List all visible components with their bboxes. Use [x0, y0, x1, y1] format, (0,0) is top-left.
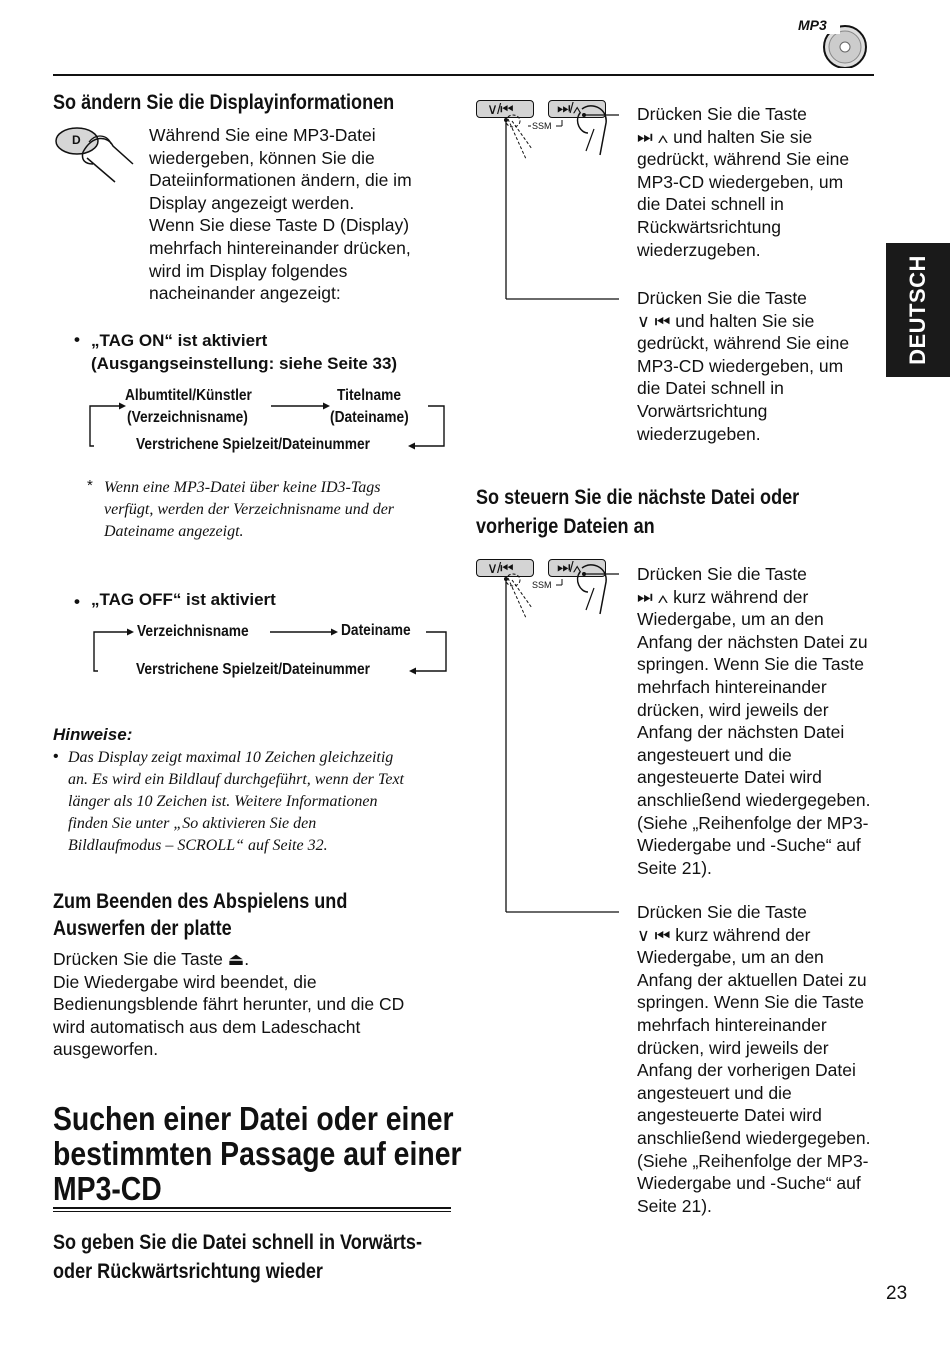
text-line: Wiedergabe, um an den: [637, 609, 824, 630]
subheading-fast-search: [53, 1228, 422, 1286]
text-line: Dateiinformationen ändern, die im: [149, 170, 412, 191]
text-line: Wenn eine MP3-Datei über keine ID3-Tags: [104, 479, 381, 496]
tag-on-heading: [91, 329, 397, 375]
text-line: finden Sie unter „So aktivieren Sie den: [68, 815, 317, 832]
finger-press-icon: [476, 558, 626, 918]
heading-rule: [53, 1211, 451, 1212]
flow-label-folder: Verzeichnisname: [137, 623, 249, 640]
text-line: ∨ ⏮ kurz während der: [637, 924, 811, 945]
flow-label-time: Verstrichene Spielzeit/Dateinummer: [136, 436, 371, 453]
title-line: So steuern Sie die nächste Datei oder: [476, 486, 800, 509]
text-line: angesteuert und die: [637, 744, 792, 765]
tag-on-line: „TAG ON“ ist aktiviert: [91, 331, 268, 350]
text-line: Drücken Sie die Taste: [637, 902, 807, 922]
section-title-eject: [53, 888, 347, 942]
tag-on-setting-line: (Ausgangseinstellung: siehe Seite 33): [91, 354, 398, 373]
fast-search-buttons-diagram: [476, 99, 626, 304]
text-line: Drücken Sie die Taste ⏏.: [53, 949, 250, 969]
text-line: Seite 21).: [637, 857, 712, 878]
section-title-skip: [476, 483, 799, 541]
text-line: Anfang der nächsten Datei zu: [637, 631, 868, 652]
text-line: MP3-CD wiedergeben, um: [637, 355, 844, 376]
flow-label-time: Verstrichene Spielzeit/Dateinummer: [136, 661, 371, 678]
text-line: Dateiname angezeigt.: [104, 523, 244, 540]
ssm-label: SSM: [532, 121, 552, 131]
notes-title: Hinweise:: [53, 725, 133, 744]
flow-label-filename: (Dateiname): [330, 409, 409, 426]
text-line: ∨ ⏮ und halten Sie sie: [637, 310, 815, 331]
text-line: ⏭ ∧ und halten Sie sie: [637, 126, 813, 147]
text-line: Wiedergabe und -Suche“ auf: [637, 835, 861, 856]
text-line: ausgeworfen.: [53, 1039, 159, 1060]
text-line: Wenn Sie diese Taste D (Display): [149, 215, 410, 236]
text-line: springen. Wenn Sie die Taste: [637, 992, 864, 1013]
language-tab-label: DEUTSCH: [905, 255, 930, 365]
notes-text: [68, 747, 404, 857]
text-line: Bildlaufmodus – SCROLL“ auf Seite 32.: [68, 837, 328, 854]
text-line: wiedergeben, können Sie die: [149, 147, 375, 168]
heading-line: MP3-CD: [53, 1170, 162, 1207]
footnote-mark: *: [87, 477, 93, 494]
text-line: drücken, wird jeweils der: [637, 1037, 829, 1058]
main-heading-search: [53, 1101, 462, 1206]
title-line: Zum Beenden des Abspielens und: [53, 890, 348, 913]
text-line: Anfang der aktuellen Datei zu: [637, 969, 867, 990]
flow-label-filename: Dateiname: [341, 622, 411, 639]
title-line: oder Rückwärtsrichtung wieder: [53, 1260, 323, 1283]
text-line: mehrfach hintereinander drücken,: [149, 237, 411, 258]
text-line: Rückwärtsrichtung: [637, 216, 781, 237]
bullet-dot: •: [53, 748, 59, 765]
mp3-logo-text: MP3: [798, 17, 827, 33]
text-line: anschließend wiedergegeben.: [637, 789, 871, 810]
text-line: wird automatisch aus dem Ladeschacht: [53, 1016, 361, 1037]
text-line: wiederzugeben.: [637, 423, 761, 444]
prev-button-label: ∨/⏮: [487, 560, 513, 577]
text-line: anschließend wiedergegeben.: [637, 1127, 871, 1148]
text-line: Wiedergabe und -Suche“ auf: [637, 1173, 861, 1194]
header-rule: [53, 74, 874, 76]
skip-prev-instructions: [637, 901, 871, 1217]
title-line: So geben Sie die Datei schnell in Vorwärts-: [53, 1231, 422, 1254]
text-line: Drücken Sie die Taste: [637, 104, 807, 124]
bullet-dot: •: [74, 330, 80, 349]
heading-rule: [53, 1207, 451, 1209]
text-line: länger als 10 Zeichen ist. Weitere Informationen: [68, 793, 378, 810]
text-line: nacheinander angezeigt:: [149, 283, 341, 304]
text-line: drücken, wird jeweils der: [637, 699, 829, 720]
text-line: (Siehe „Reihenfolge der MP3-: [637, 812, 869, 833]
text-line: die Datei schnell in: [637, 194, 784, 215]
text-line: angesteuerte Datei wird: [637, 1105, 822, 1126]
text-line: Anfang der vorherigen Datei: [637, 1060, 856, 1081]
ssm-label: SSM: [532, 580, 552, 590]
fast-backward-instructions: [637, 287, 849, 445]
flow-label-album: Albumtitel/Künstler: [125, 387, 252, 404]
flow-label-title: Titelname: [337, 387, 401, 404]
display-button-illustration: [53, 124, 138, 186]
display-button-label: D: [72, 133, 81, 147]
text-line: Vorwärtsrichtung: [637, 400, 768, 421]
title-line: Auswerfen der platte: [53, 917, 232, 940]
tag-off-heading: „TAG OFF“ ist aktiviert: [91, 590, 276, 609]
next-button-label: ⏭/∧: [557, 559, 581, 576]
prev-button-label: ∨/⏮: [487, 101, 513, 118]
text-line: (Siehe „Reihenfolge der MP3-: [637, 1150, 869, 1171]
text-line: angesteuert und die: [637, 1082, 792, 1103]
text-line: die Datei schnell in: [637, 378, 784, 399]
finger-press-icon: [53, 124, 138, 186]
text-line: ⏭ ∧ kurz während der: [637, 586, 809, 607]
text-line: Display angezeigt werden.: [149, 192, 355, 213]
heading-line: bestimmten Passage auf einer: [53, 1135, 462, 1172]
text-line: mehrfach hintereinander: [637, 1014, 827, 1035]
bullet-dot: •: [74, 592, 80, 611]
text-line: Wiedergabe, um an den: [637, 947, 824, 968]
footnote-text: [104, 477, 394, 543]
text-line: Anfang der nächsten Datei: [637, 722, 845, 743]
next-button-label: ⏭/∧: [557, 100, 581, 117]
text-line: wird im Display folgendes: [149, 260, 348, 281]
text-line: Während Sie eine MP3-Datei: [149, 125, 376, 145]
finger-press-icon: [476, 99, 626, 304]
text-line: gedrückt, während Sie eine: [637, 149, 850, 170]
text-line: Bedienungsblende fährt herunter, und die CD: [53, 994, 405, 1015]
section-title-display: So ändern Sie die Displayinformationen: [53, 91, 395, 114]
skip-next-instructions: [637, 563, 871, 879]
text-line: mehrfach hintereinander: [637, 676, 827, 697]
language-tab: [886, 243, 950, 377]
mp3-logo: [795, 18, 877, 68]
text-line: wiederzugeben.: [637, 239, 761, 260]
text-line: Die Wiedergabe wird beendet, die: [53, 971, 317, 992]
text-line: Das Display zeigt maximal 10 Zeichen gleichzeitig: [68, 749, 394, 766]
text-line: an. Es wird ein Bildlauf durchgeführt, wenn der Text: [68, 771, 404, 788]
eject-text: [53, 948, 404, 1061]
page-number: 23: [886, 1283, 908, 1304]
text-line: gedrückt, während Sie eine: [637, 333, 850, 354]
flow-label-folder: (Verzeichnisname): [127, 409, 248, 426]
text-line: Drücken Sie die Taste: [637, 288, 807, 308]
text-line: angesteuerte Datei wird: [637, 767, 822, 788]
text-line: springen. Wenn Sie die Taste: [637, 654, 864, 675]
fast-forward-instructions: [637, 103, 849, 261]
skip-buttons-diagram: [476, 558, 626, 918]
heading-line: Suchen einer Datei oder einer: [53, 1100, 454, 1137]
text-line: Drücken Sie die Taste: [637, 564, 807, 584]
text-line: verfügt, werden der Verzeichnisname und der: [104, 501, 395, 518]
display-intro-text: [149, 124, 412, 305]
text-line: Seite 21).: [637, 1195, 712, 1216]
text-line: MP3-CD wiedergeben, um: [637, 171, 844, 192]
title-line: vorherige Dateien an: [476, 515, 655, 538]
